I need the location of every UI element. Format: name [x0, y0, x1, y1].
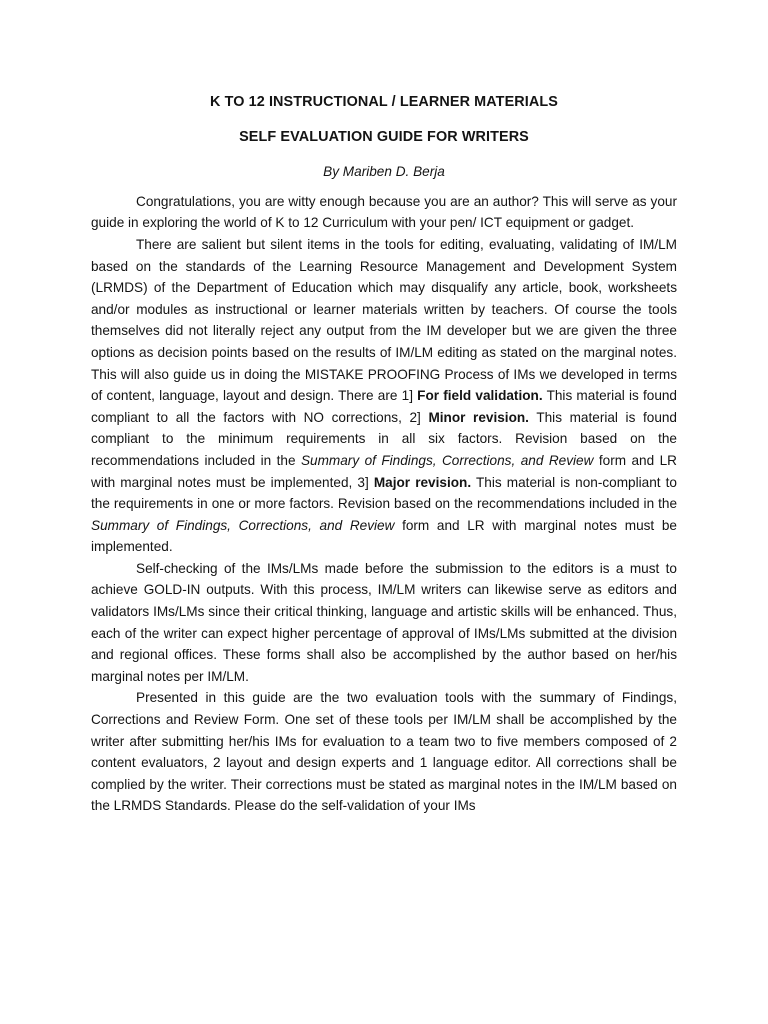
text-segment: form and LR with marginal notes must be implemented.	[91, 517, 677, 555]
document-subtitle: SELF EVALUATION GUIDE FOR WRITERS	[239, 128, 529, 145]
text-segment: This material is non-compliant to the requirements in one or more factors. Revision based on the recommendations included in the	[91, 474, 677, 512]
option-major-revision: Major revision.	[373, 474, 472, 490]
option-field-validation: For field validation.	[417, 388, 543, 404]
author-byline: By Mariben D. Berja	[323, 164, 445, 180]
document-page	[91, 92, 677, 817]
text-segment: This material is found compliant to all the factors with NO corrections, 2]	[91, 388, 677, 425]
text-segment: There are salient but silent items in the tools for editing, evaluating, validating of IM/LM based on the standards of the Learning Resource Management and Development System (LRMDS) of the Department of Education which may disqualify any article, book, worksheets and/or modules as instructional or learner materials written by teachers. Of course the tools themselves did not literally reject any output from the IM developer but we are given the three options as decision points based on the results of IM/LM editing as stated on the marginal notes. This will also guide us in doing the MISTAKE PROOFING Process of IMs we developed in terms of content, language, layout and design. There are 1]	[91, 236, 677, 404]
form-name-reference: Summary of Findings, Corrections, and Review	[91, 517, 395, 533]
form-name-reference: Summary of Findings, Corrections, and Review	[300, 452, 594, 468]
paragraph-evaluation-tools: Presented in this guide are the two evaluation tools with the summary of Findings, Corrections and Review Form. One set of these tools per IM/LM shall be accomplished by the writer after submitting her/his IMs for evaluation to a team two to five members composed of 2 content evaluators, 2 layout and design experts and 1 language editor. All corrections shall be complied by the writer. Their corrections must be stated as marginal notes in the IM/LM based on the LRMDS Standards. Please do the self-validation of your IMs	[91, 690, 677, 814]
document-title: K TO 12 INSTRUCTIONAL / LEARNER MATERIALS	[210, 94, 558, 110]
text-segment: This material is found compliant to the minimum requirements in all six factors. Revision based on the recommendations included in the	[91, 409, 677, 468]
option-minor-revision: Minor revision.	[428, 409, 529, 425]
text-segment: form and LR with marginal notes must be implemented, 3]	[91, 452, 677, 490]
paragraph-decision-options	[91, 234, 677, 558]
paragraph-intro: Congratulations, you are witty enough because you are an author? This will serve as your guide in exploring the world of K to 12 Curriculum with your pen/ ICT equipment or gadget.	[91, 193, 677, 231]
paragraph-self-checking: Self-checking of the IMs/LMs made before the submission to the editors is a must to achieve GOLD-IN outputs. With this process, IM/LM writers can likewise serve as editors and validators IMs/LMs since their critical thinking, language and artistic skills will be enhanced. Thus, each of the writer can expect higher percentage of approval of IMs/LMs submitted at the division and regional offices. These forms shall also be accomplished by the author based on her/his marginal notes per IM/LM.	[91, 560, 677, 684]
